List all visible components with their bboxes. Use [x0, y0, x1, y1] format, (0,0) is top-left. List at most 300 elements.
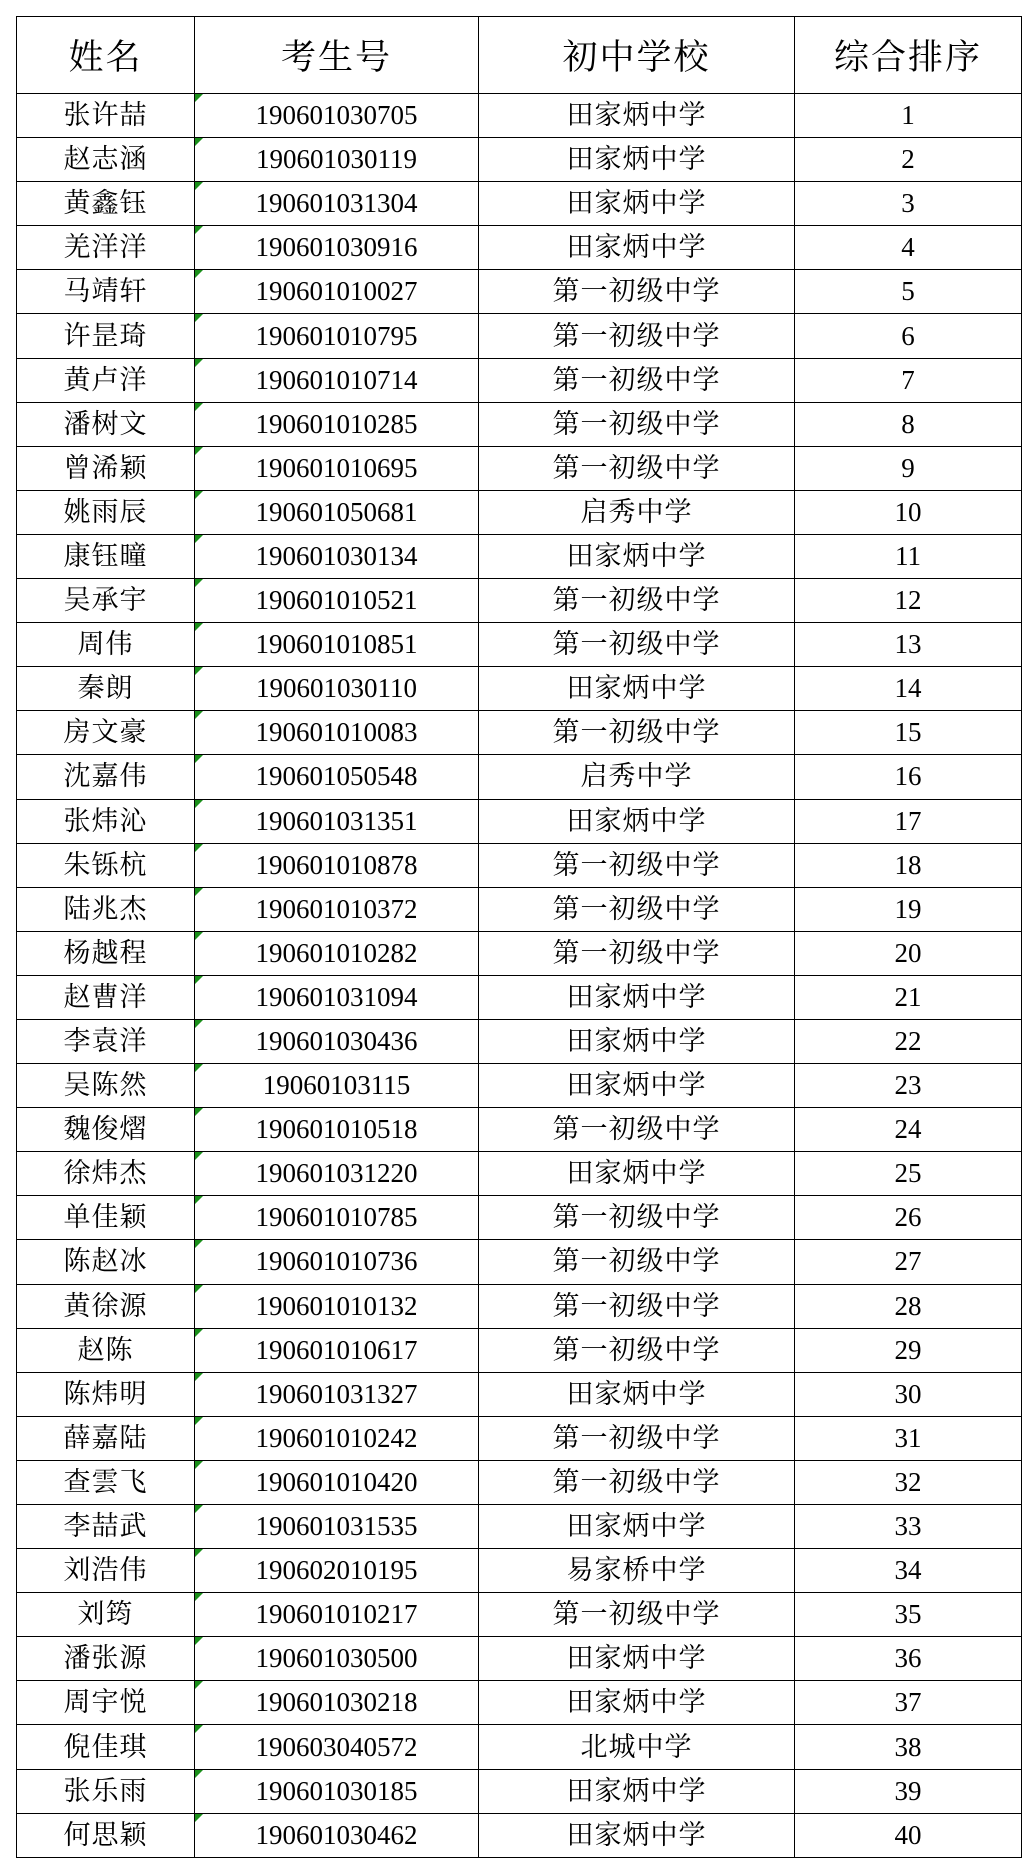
cell-school: [479, 1064, 795, 1108]
cell-name: [17, 1549, 195, 1593]
cell-exam-id-text: 190601010518: [255, 1114, 418, 1145]
cell-name-text: 曾浠颖: [63, 452, 148, 484]
cell-exam-id-text: 190601050681: [255, 496, 418, 527]
cell-school-text: 第一初级中学: [552, 585, 721, 617]
cell-school: [479, 1328, 795, 1372]
text-number-marker-icon: [195, 1196, 203, 1204]
cell-school-text: 易家桥中学: [566, 1555, 707, 1587]
cell-school: [479, 1725, 795, 1769]
cell-rank-text: 31: [894, 1422, 922, 1453]
header-name: 姓名: [17, 17, 195, 94]
cell-school: [479, 1637, 795, 1681]
cell-exam-id-text: 190601030218: [255, 1687, 418, 1718]
cell-rank-text: 11: [895, 540, 921, 571]
table-row: [17, 1372, 1022, 1416]
text-number-marker-icon: [195, 314, 203, 322]
cell-name-text: 赵陈: [77, 1334, 134, 1366]
cell-rank: [795, 138, 1022, 182]
cell-exam-id: [195, 1152, 479, 1196]
cell-school-text: 田家炳中学: [566, 1158, 707, 1190]
cell-name-text: 康钰曈: [63, 540, 148, 572]
cell-name-text: 倪佳琪: [63, 1731, 148, 1763]
cell-rank-text: 33: [894, 1511, 922, 1542]
cell-rank: [795, 446, 1022, 490]
text-number-marker-icon: [195, 1814, 203, 1822]
cell-school-text: 田家炳中学: [566, 1378, 707, 1410]
cell-rank: [795, 667, 1022, 711]
cell-school: [479, 1019, 795, 1063]
cell-school-text: 田家炳中学: [566, 188, 707, 220]
cell-school-text: 田家炳中学: [566, 805, 707, 837]
text-number-marker-icon: [195, 1461, 203, 1469]
cell-name: [17, 1637, 195, 1681]
cell-exam-id: [195, 1064, 479, 1108]
cell-name-text: 陈赵冰: [63, 1246, 148, 1278]
cell-rank: [795, 1725, 1022, 1769]
cell-rank-text: 27: [894, 1246, 922, 1277]
cell-exam-id-text: 190601030185: [255, 1775, 418, 1806]
cell-rank-text: 9: [901, 452, 915, 483]
cell-school-text: 北城中学: [580, 1731, 693, 1763]
cell-name-text: 马靖轩: [63, 276, 148, 308]
text-number-marker-icon: [195, 755, 203, 763]
cell-exam-id: [195, 1769, 479, 1813]
cell-name-text: 赵曹洋: [63, 981, 148, 1013]
cell-school: [479, 1416, 795, 1460]
cell-name: [17, 138, 195, 182]
cell-school: [479, 534, 795, 578]
cell-exam-id: [195, 1284, 479, 1328]
cell-rank-text: 19: [894, 893, 922, 924]
cell-exam-id: [195, 490, 479, 534]
cell-exam-id-text: 190602010195: [255, 1555, 418, 1586]
cell-exam-id-text: 190601010714: [255, 364, 418, 395]
text-number-marker-icon: [195, 447, 203, 455]
cell-school-text: 第一初级中学: [552, 1422, 721, 1454]
table-row: [17, 1416, 1022, 1460]
cell-name: [17, 270, 195, 314]
cell-school: [479, 1460, 795, 1504]
cell-name-text: 魏俊熠: [63, 1114, 148, 1146]
cell-school-text: 第一初级中学: [552, 1114, 721, 1146]
cell-school-text: 第一初级中学: [552, 717, 721, 749]
table-row: [17, 1152, 1022, 1196]
cell-name: [17, 94, 195, 138]
cell-exam-id: [195, 270, 479, 314]
cell-name: [17, 1284, 195, 1328]
cell-school-text: 田家炳中学: [566, 673, 707, 705]
text-number-marker-icon: [195, 359, 203, 367]
cell-rank-text: 29: [894, 1334, 922, 1365]
table-row: [17, 1505, 1022, 1549]
cell-school-text: 田家炳中学: [566, 100, 707, 132]
cell-exam-id: [195, 1549, 479, 1593]
cell-exam-id-text: 190601031220: [255, 1158, 418, 1189]
cell-name: [17, 667, 195, 711]
text-number-marker-icon: [195, 1240, 203, 1248]
cell-name: [17, 534, 195, 578]
table-row: [17, 1769, 1022, 1813]
text-number-marker-icon: [195, 623, 203, 631]
cell-name-text: 潘树文: [63, 408, 148, 440]
cell-rank: [795, 314, 1022, 358]
cell-exam-id-text: 190601030462: [255, 1819, 418, 1850]
cell-school: [479, 1549, 795, 1593]
text-number-marker-icon: [195, 403, 203, 411]
cell-name-text: 朱铄杭: [63, 849, 148, 881]
cell-rank-text: 3: [901, 188, 915, 219]
cell-school: [479, 446, 795, 490]
cell-name: [17, 1460, 195, 1504]
cell-school: [479, 1108, 795, 1152]
cell-rank: [795, 358, 1022, 402]
cell-rank: [795, 1240, 1022, 1284]
cell-exam-id: [195, 1593, 479, 1637]
text-number-marker-icon: [195, 667, 203, 675]
table-row: [17, 1460, 1022, 1504]
cell-name: [17, 887, 195, 931]
cell-rank-text: 37: [894, 1687, 922, 1718]
table-row: [17, 755, 1022, 799]
cell-school-text: 第一初级中学: [552, 452, 721, 484]
cell-rank-text: 2: [901, 144, 915, 175]
text-number-marker-icon: [195, 579, 203, 587]
cell-name-text: 周宇悦: [63, 1687, 148, 1719]
cell-school: [479, 358, 795, 402]
table-row: [17, 358, 1022, 402]
cell-school: [479, 314, 795, 358]
table-row: [17, 843, 1022, 887]
cell-exam-id-text: 190601010372: [255, 893, 418, 924]
cell-school: [479, 579, 795, 623]
text-number-marker-icon: [195, 1329, 203, 1337]
cell-school-text: 田家炳中学: [566, 1643, 707, 1675]
cell-rank: [795, 226, 1022, 270]
cell-school-text: 田家炳中学: [566, 1687, 707, 1719]
cell-name-text: 秦朗: [77, 673, 134, 705]
text-number-marker-icon: [195, 1593, 203, 1601]
text-number-marker-icon: [195, 138, 203, 146]
header-school: 初中学校: [479, 17, 795, 94]
table-row: [17, 1196, 1022, 1240]
cell-school: [479, 799, 795, 843]
cell-exam-id: [195, 1460, 479, 1504]
cell-rank: [795, 1372, 1022, 1416]
cell-exam-id: [195, 1196, 479, 1240]
cell-exam-id: [195, 755, 479, 799]
cell-school-text: 启秀中学: [580, 496, 693, 528]
cell-name: [17, 402, 195, 446]
cell-rank-text: 1: [901, 100, 915, 131]
table-row: [17, 270, 1022, 314]
cell-name-text: 刘浩伟: [63, 1555, 148, 1587]
cell-exam-id-text: 190601010217: [255, 1599, 418, 1630]
cell-exam-id: [195, 579, 479, 623]
text-number-marker-icon: [195, 1725, 203, 1733]
cell-name: [17, 1108, 195, 1152]
cell-rank-text: 26: [894, 1202, 922, 1233]
cell-rank-text: 10: [894, 496, 922, 527]
text-number-marker-icon: [195, 1505, 203, 1513]
cell-name: [17, 843, 195, 887]
cell-name-text: 房文豪: [63, 717, 148, 749]
table-row: [17, 1064, 1022, 1108]
cell-school-text: 第一初级中学: [552, 1246, 721, 1278]
cell-rank: [795, 975, 1022, 1019]
cell-rank: [795, 1196, 1022, 1240]
table-row: [17, 490, 1022, 534]
cell-rank: [795, 1813, 1022, 1857]
cell-name-text: 陆兆杰: [63, 893, 148, 925]
cell-name: [17, 1152, 195, 1196]
cell-name-text: 羌洋洋: [63, 232, 148, 264]
cell-school: [479, 1372, 795, 1416]
cell-exam-id: [195, 1681, 479, 1725]
cell-name: [17, 799, 195, 843]
cell-school-text: 第一初级中学: [552, 408, 721, 440]
cell-exam-id: [195, 314, 479, 358]
cell-rank-text: 34: [894, 1555, 922, 1586]
table-row: [17, 94, 1022, 138]
cell-rank: [795, 755, 1022, 799]
cell-school: [479, 1769, 795, 1813]
cell-rank-text: 24: [894, 1114, 922, 1145]
table-row: [17, 1019, 1022, 1063]
text-number-marker-icon: [195, 1681, 203, 1689]
text-number-marker-icon: [195, 182, 203, 190]
cell-school: [479, 711, 795, 755]
cell-rank: [795, 270, 1022, 314]
cell-name: [17, 1505, 195, 1549]
cell-school-text: 田家炳中学: [566, 1026, 707, 1058]
header-rank: 综合排序: [795, 17, 1022, 94]
header-exam-id: 考生号: [195, 17, 479, 94]
cell-school: [479, 755, 795, 799]
cell-school: [479, 1681, 795, 1725]
cell-exam-id-text: 190601030916: [255, 232, 418, 263]
cell-rank-text: 17: [894, 805, 922, 836]
text-number-marker-icon: [195, 535, 203, 543]
text-number-marker-icon: [195, 1417, 203, 1425]
cell-rank-text: 20: [894, 937, 922, 968]
cell-name-text: 吴陈然: [63, 1070, 148, 1102]
cell-name: [17, 1328, 195, 1372]
cell-name-text: 单佳颖: [63, 1202, 148, 1234]
table-row: [17, 1240, 1022, 1284]
cell-name-text: 赵志涵: [63, 144, 148, 176]
cell-rank-text: 15: [894, 717, 922, 748]
cell-rank-text: 22: [894, 1026, 922, 1057]
cell-rank-text: 35: [894, 1599, 922, 1630]
cell-name: [17, 314, 195, 358]
cell-exam-id-text: 190601010851: [255, 629, 418, 660]
table-row: [17, 667, 1022, 711]
cell-rank-text: 13: [894, 629, 922, 660]
cell-exam-id: [195, 138, 479, 182]
text-number-marker-icon: [195, 888, 203, 896]
cell-exam-id: [195, 1372, 479, 1416]
table-row: [17, 1328, 1022, 1372]
cell-rank-text: 16: [894, 761, 922, 792]
cell-name: [17, 182, 195, 226]
cell-name: [17, 1064, 195, 1108]
cell-rank-text: 12: [894, 585, 922, 616]
cell-rank-text: 5: [901, 276, 915, 307]
cell-school-text: 第一初级中学: [552, 276, 721, 308]
text-number-marker-icon: [195, 1108, 203, 1116]
cell-exam-id-text: 190601010027: [255, 276, 418, 307]
cell-school-text: 田家炳中学: [566, 144, 707, 176]
cell-rank-text: 21: [894, 981, 922, 1012]
cell-name-text: 张乐雨: [63, 1775, 148, 1807]
cell-exam-id-text: 190601010285: [255, 408, 418, 439]
cell-name-text: 刘筠: [77, 1599, 134, 1631]
cell-rank: [795, 579, 1022, 623]
cell-school-text: 田家炳中学: [566, 540, 707, 572]
cell-exam-id: [195, 534, 479, 578]
cell-exam-id: [195, 1637, 479, 1681]
cell-school: [479, 182, 795, 226]
cell-exam-id-text: 190601031094: [255, 981, 418, 1012]
cell-exam-id-text: 190601010420: [255, 1466, 418, 1497]
cell-name-text: 李袁洋: [63, 1026, 148, 1058]
cell-school: [479, 843, 795, 887]
table-row: [17, 1813, 1022, 1857]
cell-school: [479, 490, 795, 534]
table-row: [17, 534, 1022, 578]
cell-school: [479, 1284, 795, 1328]
table-row: [17, 182, 1022, 226]
cell-rank: [795, 1064, 1022, 1108]
cell-name: [17, 1813, 195, 1857]
cell-rank: [795, 490, 1022, 534]
table-row: [17, 138, 1022, 182]
cell-rank-text: 32: [894, 1466, 922, 1497]
cell-name-text: 姚雨辰: [63, 496, 148, 528]
cell-rank: [795, 623, 1022, 667]
cell-exam-id: [195, 358, 479, 402]
cell-name: [17, 755, 195, 799]
table-row: [17, 314, 1022, 358]
cell-exam-id-text: 190601031535: [255, 1511, 418, 1542]
table-row: [17, 1284, 1022, 1328]
cell-exam-id-text: 190601010521: [255, 585, 418, 616]
cell-exam-id: [195, 1813, 479, 1857]
cell-rank: [795, 1416, 1022, 1460]
cell-rank-text: 8: [901, 408, 915, 439]
cell-name-text: 杨越程: [63, 937, 148, 969]
cell-name-text: 黄鑫钰: [63, 188, 148, 220]
cell-exam-id-text: 190601010083: [255, 717, 418, 748]
cell-rank: [795, 1593, 1022, 1637]
cell-rank-text: 4: [901, 232, 915, 263]
cell-rank: [795, 931, 1022, 975]
cell-school: [479, 226, 795, 270]
table-row: [17, 402, 1022, 446]
cell-name-text: 潘张源: [63, 1643, 148, 1675]
cell-name-text: 周伟: [77, 629, 134, 661]
cell-school: [479, 931, 795, 975]
cell-name: [17, 358, 195, 402]
cell-name: [17, 226, 195, 270]
cell-exam-id-text: 190601010617: [255, 1334, 418, 1365]
cell-name-text: 徐炜杰: [63, 1158, 148, 1190]
cell-rank-text: 14: [894, 673, 922, 704]
cell-school: [479, 1593, 795, 1637]
text-number-marker-icon: [195, 1770, 203, 1778]
cell-name-text: 李喆武: [63, 1511, 148, 1543]
cell-name: [17, 931, 195, 975]
cell-rank-text: 6: [901, 320, 915, 351]
cell-school-text: 田家炳中学: [566, 1819, 707, 1851]
ranking-table: [16, 16, 1022, 1858]
cell-school-text: 第一初级中学: [552, 629, 721, 661]
cell-school: [479, 667, 795, 711]
cell-exam-id: [195, 1505, 479, 1549]
cell-school-text: 第一初级中学: [552, 893, 721, 925]
text-number-marker-icon: [195, 491, 203, 499]
cell-rank: [795, 799, 1022, 843]
cell-rank-text: 30: [894, 1378, 922, 1409]
cell-name: [17, 1372, 195, 1416]
cell-school-text: 第一初级中学: [552, 1334, 721, 1366]
cell-exam-id-text: 190601031351: [255, 805, 418, 836]
table-row: [17, 1108, 1022, 1152]
table-row: [17, 1637, 1022, 1681]
cell-exam-id: [195, 446, 479, 490]
cell-school: [479, 1813, 795, 1857]
table-row: [17, 226, 1022, 270]
cell-school: [479, 975, 795, 1019]
table-row: [17, 1725, 1022, 1769]
cell-rank-text: 18: [894, 849, 922, 880]
text-number-marker-icon: [195, 1020, 203, 1028]
cell-school: [479, 623, 795, 667]
cell-name: [17, 1593, 195, 1637]
cell-school: [479, 1240, 795, 1284]
cell-rank: [795, 843, 1022, 887]
cell-exam-id: [195, 1240, 479, 1284]
table-row: [17, 799, 1022, 843]
cell-name: [17, 711, 195, 755]
cell-rank: [795, 1549, 1022, 1593]
cell-exam-id-text: 190601010282: [255, 937, 418, 968]
cell-name: [17, 975, 195, 1019]
cell-school-text: 田家炳中学: [566, 981, 707, 1013]
cell-exam-id-text: 190601030500: [255, 1643, 418, 1674]
cell-rank: [795, 182, 1022, 226]
cell-school-text: 田家炳中学: [566, 232, 707, 264]
cell-exam-id-text: 190601010795: [255, 320, 418, 351]
cell-exam-id: [195, 623, 479, 667]
cell-name: [17, 1019, 195, 1063]
cell-rank: [795, 1019, 1022, 1063]
cell-school: [479, 1505, 795, 1549]
cell-rank-text: 38: [894, 1731, 922, 1762]
cell-exam-id: [195, 843, 479, 887]
cell-name-text: 许昰琦: [63, 320, 148, 352]
cell-exam-id-text: 19060103115: [262, 1070, 411, 1101]
text-number-marker-icon: [195, 844, 203, 852]
cell-exam-id: [195, 182, 479, 226]
table-row: [17, 1681, 1022, 1725]
text-number-marker-icon: [195, 1373, 203, 1381]
cell-exam-id: [195, 931, 479, 975]
cell-exam-id-text: 190601030110: [256, 673, 417, 704]
cell-school-text: 田家炳中学: [566, 1775, 707, 1807]
cell-rank: [795, 1152, 1022, 1196]
text-number-marker-icon: [195, 800, 203, 808]
